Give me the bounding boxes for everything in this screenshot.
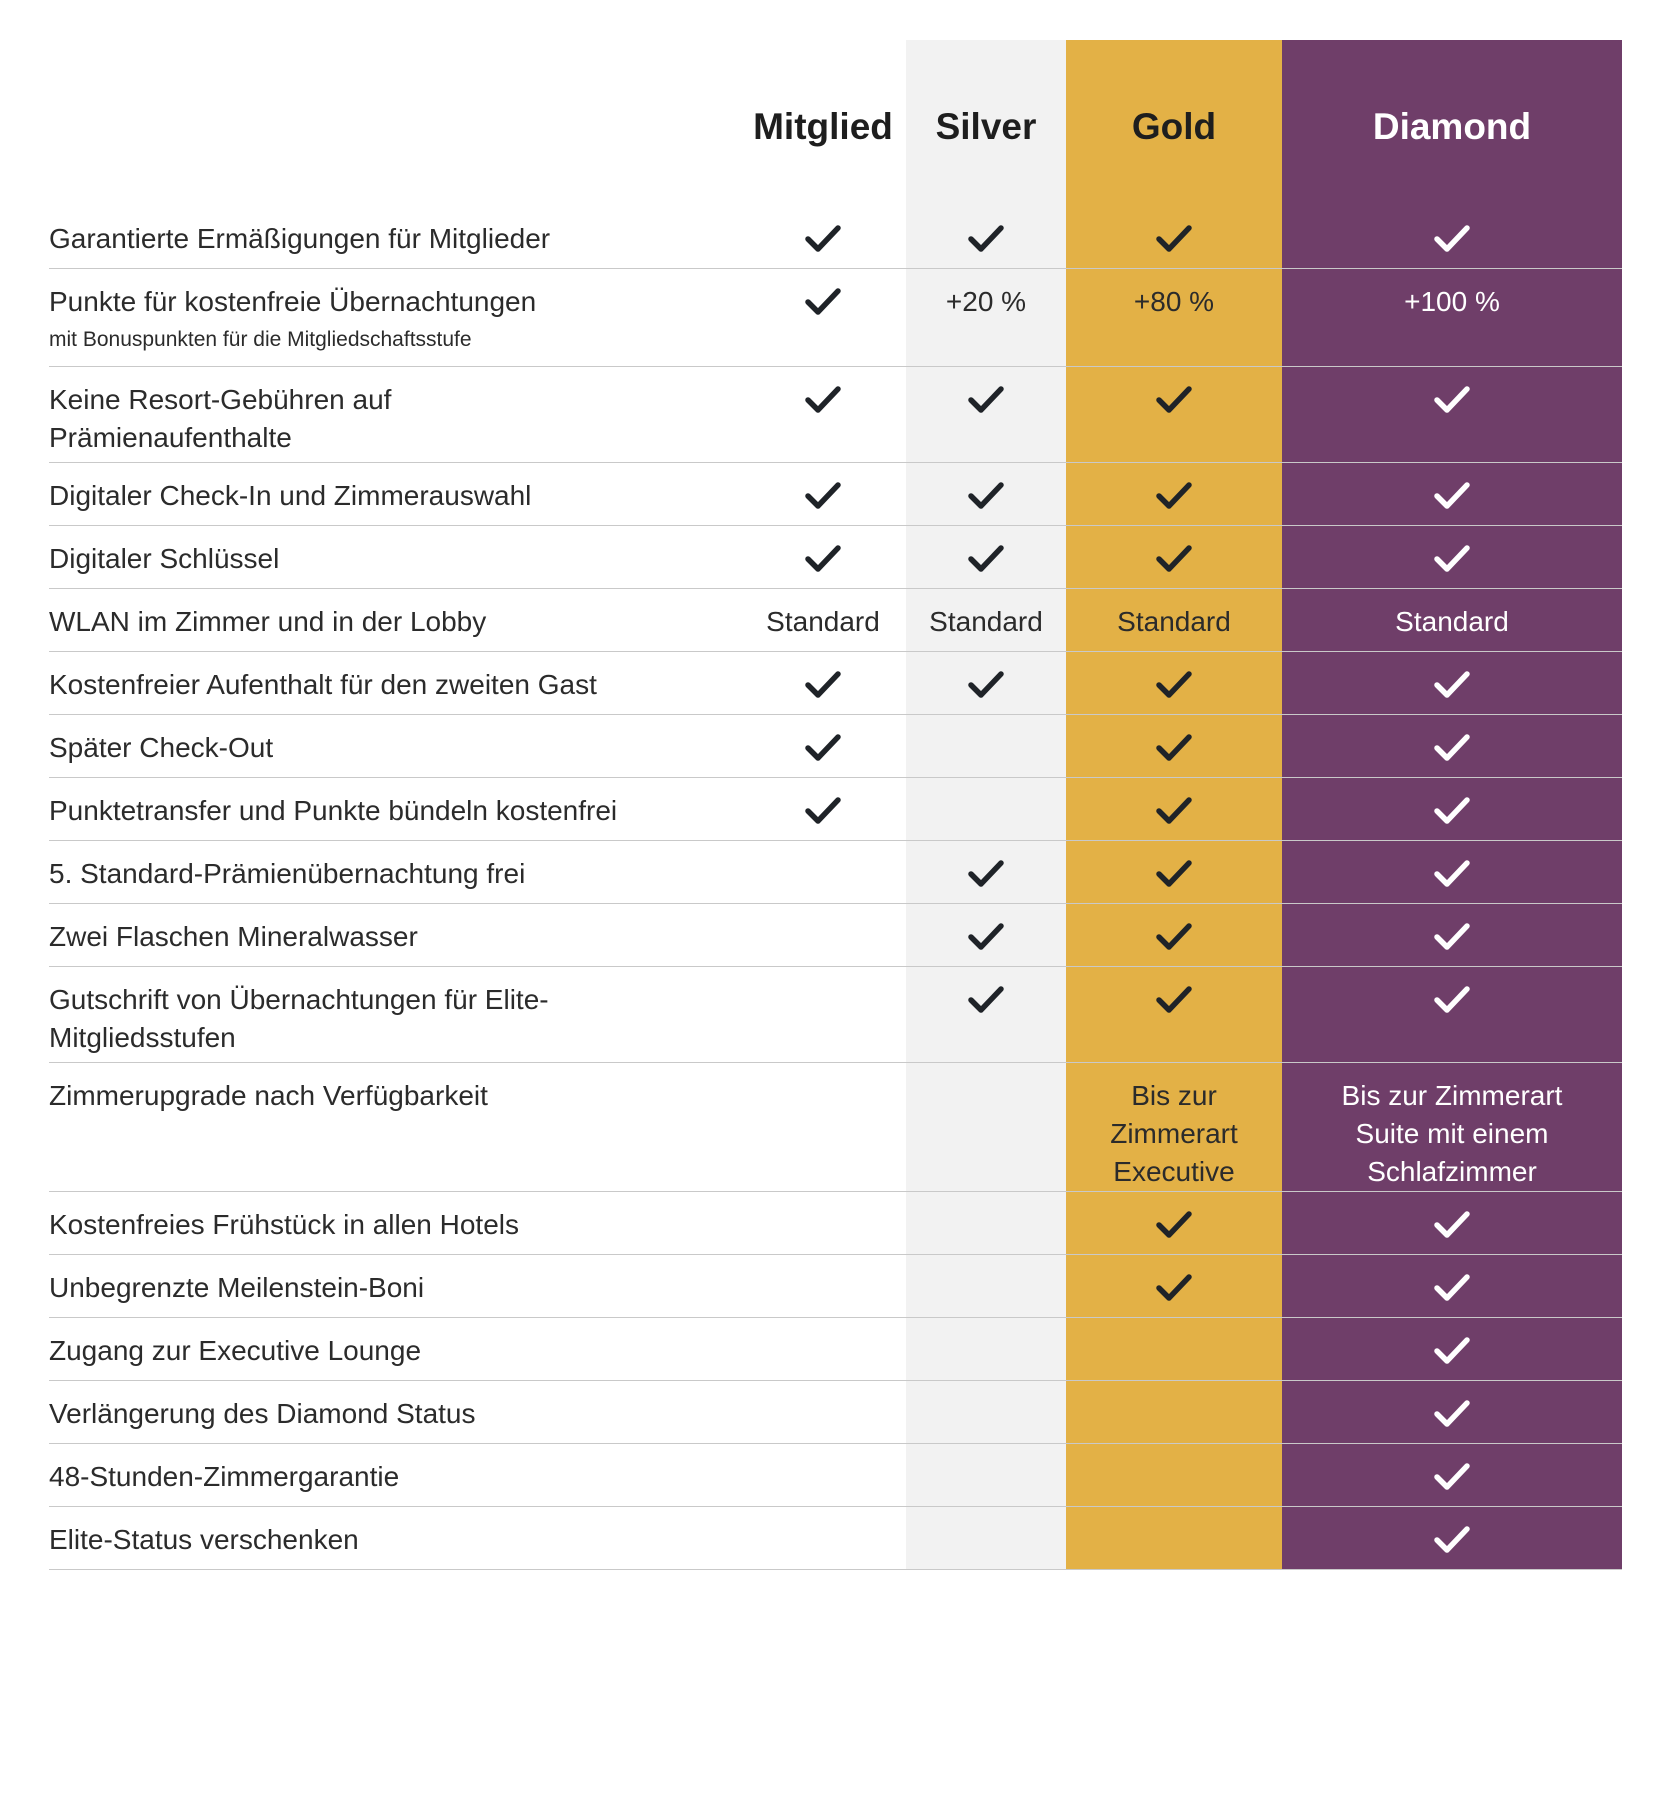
check-icon [1432,1523,1472,1557]
cell-value: Standard [1395,606,1509,637]
check-icon [1432,668,1472,702]
cell-value: Standard [766,606,880,637]
cell-mitglied [740,1507,906,1569]
check-icon [803,479,843,513]
cell-gold [1066,269,1282,366]
table-row [49,841,1622,904]
benefit-label-wrap [49,1206,519,1244]
benefit-label-cell [49,841,740,903]
cell-value: Standard [1117,606,1231,637]
cell-mitglied [740,778,906,840]
check-icon [1432,1208,1472,1242]
cell-diamond [1282,367,1622,462]
header-label-spacer [49,40,740,206]
check-icon [1154,731,1194,765]
check-icon [803,731,843,765]
benefit-label: 48-Stunden-Zimmergarantie [49,1461,400,1492]
cell-silver [906,1192,1066,1254]
check-icon [1154,668,1194,702]
cell-gold [1066,1063,1282,1191]
cell-value: Bis zur Zimmerart Suite mit einem Schlafzimmer [1341,1080,1563,1187]
table-row [49,778,1622,841]
benefit-label: Elite-Status verschenken [49,1524,359,1555]
cell-gold [1066,589,1282,651]
cell-value: +20 % [945,286,1027,317]
check-icon [966,383,1006,417]
cell-diamond [1282,715,1622,777]
cell-silver [906,269,1066,366]
check-icon [1432,1460,1472,1494]
cell-mitglied [740,1255,906,1317]
benefit-label: Unbegrenzte Meilenstein-Boni [49,1272,425,1303]
cell-diamond [1282,206,1622,268]
benefit-label: Zimmerupgrade nach Verfügbarkeit [49,1080,488,1111]
cell-diamond [1282,967,1622,1062]
check-icon [966,479,1006,513]
check-icon [1154,1271,1194,1305]
benefit-label-wrap [49,729,273,767]
check-icon [1432,1271,1472,1305]
table-row [49,1507,1622,1570]
benefit-label-wrap [49,1269,424,1307]
benefit-label: Garantierte Ermäßigungen für Mitglieder [49,223,551,254]
cell-silver [906,367,1066,462]
check-icon [966,983,1006,1017]
cell-diamond [1282,1192,1622,1254]
cell-value: +100 % [1404,286,1500,317]
cell-gold [1066,715,1282,777]
table-row [49,1444,1622,1507]
cell-silver [906,463,1066,525]
benefit-label: Keine Resort-Gebühren auf Prämienaufenthalte [49,384,392,453]
benefit-label-wrap [49,1458,399,1496]
check-icon [1154,542,1194,576]
benefit-label-cell [49,1063,740,1191]
table-row [49,1063,1622,1192]
check-icon [966,542,1006,576]
benefit-label-wrap [49,1077,488,1115]
benefit-label: Punkte für kostenfreie Übernachtungen [49,286,537,317]
benefit-label-cell [49,778,740,840]
check-icon [1154,920,1194,954]
benefit-rows [49,206,1622,1570]
header-row [49,40,1622,206]
benefit-label: Zwei Flaschen Mineralwasser [49,921,418,952]
check-icon [803,383,843,417]
benefit-label-wrap [49,381,409,457]
cell-gold [1066,1255,1282,1317]
cell-diamond [1282,778,1622,840]
cell-silver [906,778,1066,840]
cell-mitglied [740,841,906,903]
check-icon [1432,479,1472,513]
benefit-label-wrap [49,1521,359,1559]
check-icon [1432,983,1472,1017]
cell-silver [906,1381,1066,1443]
check-icon [966,857,1006,891]
benefit-label-cell [49,1318,740,1380]
cell-gold [1066,367,1282,462]
check-icon [1154,222,1194,256]
table-row [49,463,1622,526]
check-icon [966,668,1006,702]
benefit-sublabel: mit Bonuspunkten für die Mitgliedschaftsstufe [49,328,472,351]
check-icon [1432,857,1472,891]
benefit-label: Gutschrift von Übernachtungen für Elite-Mitgliedsstufen [49,984,549,1053]
cell-diamond [1282,526,1622,588]
benefit-label: 5. Standard-Prämienübernachtung frei [49,858,526,889]
check-icon [1432,920,1472,954]
cell-silver [906,1255,1066,1317]
cell-mitglied [740,715,906,777]
check-icon [966,222,1006,256]
table-row [49,967,1622,1063]
cell-mitglied [740,652,906,714]
header-tier-diamond: Diamond [1282,40,1622,206]
check-icon [803,542,843,576]
check-icon [803,285,843,319]
cell-silver [906,526,1066,588]
header-tier-silver: Silver [906,40,1066,206]
header-tier-mitglied: Mitglied [753,106,893,147]
benefit-label-wrap [49,603,486,641]
benefit-label-cell [49,1444,740,1506]
table-row [49,269,1622,367]
benefit-label-wrap [49,918,418,956]
benefit-label-wrap [49,792,617,830]
check-icon [1154,479,1194,513]
check-icon [1432,731,1472,765]
check-icon [1432,794,1472,828]
benefit-label-wrap [49,855,525,893]
cell-mitglied [740,206,906,268]
benefit-label-cell [49,269,740,366]
benefit-label: Später Check-Out [49,732,274,763]
cell-silver [906,904,1066,966]
table-row [49,526,1622,589]
cell-diamond [1282,1255,1622,1317]
benefit-label-wrap [49,981,569,1057]
table-row [49,1192,1622,1255]
table-row [49,652,1622,715]
benefit-label-cell [49,1255,740,1317]
benefit-label-cell [49,967,740,1062]
cell-diamond [1282,1318,1622,1380]
cell-diamond [1282,1381,1622,1443]
check-icon [1432,222,1472,256]
benefit-label: Digitaler Check-In und Zimmerauswahl [49,480,532,511]
benefit-label-cell [49,367,740,462]
cell-silver [906,652,1066,714]
cell-silver [906,1318,1066,1380]
cell-mitglied [740,463,906,525]
cell-value: Standard [929,606,1043,637]
cell-silver [906,841,1066,903]
tier-comparison-table [49,40,1622,1570]
cell-silver [906,967,1066,1062]
benefit-label: Digitaler Schlüssel [49,543,280,574]
cell-mitglied [740,1318,906,1380]
table-row [49,367,1622,463]
check-icon [1432,542,1472,576]
cell-gold [1066,1381,1282,1443]
cell-gold [1066,652,1282,714]
cell-mitglied [740,1381,906,1443]
check-icon [1154,383,1194,417]
benefit-label: Kostenfreies Frühstück in allen Hotels [49,1209,519,1240]
cell-gold [1066,526,1282,588]
table-row [49,1381,1622,1444]
benefit-label-wrap [49,540,279,578]
benefit-label-wrap [49,220,550,258]
cell-mitglied [740,526,906,588]
check-icon [803,668,843,702]
benefit-label-wrap [49,283,536,355]
cell-gold [1066,841,1282,903]
table-row [49,589,1622,652]
cell-gold [1066,1507,1282,1569]
benefit-label: Verlängerung des Diamond Status [49,1398,476,1429]
header-tier-gold: Gold [1066,40,1282,206]
benefit-label-cell [49,463,740,525]
table-row [49,1255,1622,1318]
table-row [49,1318,1622,1381]
table-row [49,715,1622,778]
cell-diamond [1282,463,1622,525]
benefit-label-cell [49,589,740,651]
benefit-label-cell [49,1192,740,1254]
check-icon [803,222,843,256]
check-icon [803,794,843,828]
benefit-label-cell [49,206,740,268]
cell-silver [906,206,1066,268]
benefit-label: WLAN im Zimmer und in der Lobby [49,606,487,637]
cell-mitglied [740,367,906,462]
cell-silver [906,1444,1066,1506]
check-icon [1432,383,1472,417]
cell-mitglied [740,589,906,651]
cell-mitglied [740,967,906,1062]
cell-gold [1066,1318,1282,1380]
cell-silver [906,715,1066,777]
cell-diamond [1282,652,1622,714]
check-icon [1432,1397,1472,1431]
benefit-label-cell [49,715,740,777]
cell-gold [1066,778,1282,840]
cell-gold [1066,904,1282,966]
benefit-label-wrap [49,666,597,704]
check-icon [1154,1208,1194,1242]
cell-gold [1066,1192,1282,1254]
cell-silver [906,1063,1066,1191]
cell-gold [1066,206,1282,268]
cell-silver [906,589,1066,651]
cell-value: +80 % [1133,286,1215,317]
cell-gold [1066,1444,1282,1506]
cell-gold [1066,967,1282,1062]
check-icon [1154,794,1194,828]
benefit-label-wrap [49,1332,421,1370]
benefit-label: Punktetransfer und Punkte bündeln kostenfrei [49,795,618,826]
cell-mitglied [740,1444,906,1506]
cell-diamond [1282,841,1622,903]
benefit-label-cell [49,526,740,588]
benefit-label: Zugang zur Executive Lounge [49,1335,422,1366]
cell-silver [906,1507,1066,1569]
benefit-label-cell [49,1507,740,1569]
cell-diamond [1282,1063,1622,1191]
cell-value: Bis zur Zimmerart Executive [1110,1080,1238,1187]
cell-diamond [1282,269,1622,366]
cell-diamond [1282,1507,1622,1569]
check-icon [1432,1334,1472,1368]
benefit-label-wrap [49,477,531,515]
cell-mitglied [740,1192,906,1254]
cell-diamond [1282,589,1622,651]
check-icon [1154,857,1194,891]
benefit-label-cell [49,1381,740,1443]
cell-mitglied [740,1063,906,1191]
table-row [49,904,1622,967]
cell-diamond [1282,1444,1622,1506]
check-icon [1154,983,1194,1017]
benefit-label-cell [49,652,740,714]
cell-gold [1066,463,1282,525]
benefit-label-wrap [49,1395,476,1433]
cell-diamond [1282,904,1622,966]
check-icon [966,920,1006,954]
benefit-label-cell [49,904,740,966]
table-row [49,206,1622,269]
benefit-label: Kostenfreier Aufenthalt für den zweiten Gast [49,669,597,700]
cell-mitglied [740,904,906,966]
cell-mitglied [740,269,906,366]
